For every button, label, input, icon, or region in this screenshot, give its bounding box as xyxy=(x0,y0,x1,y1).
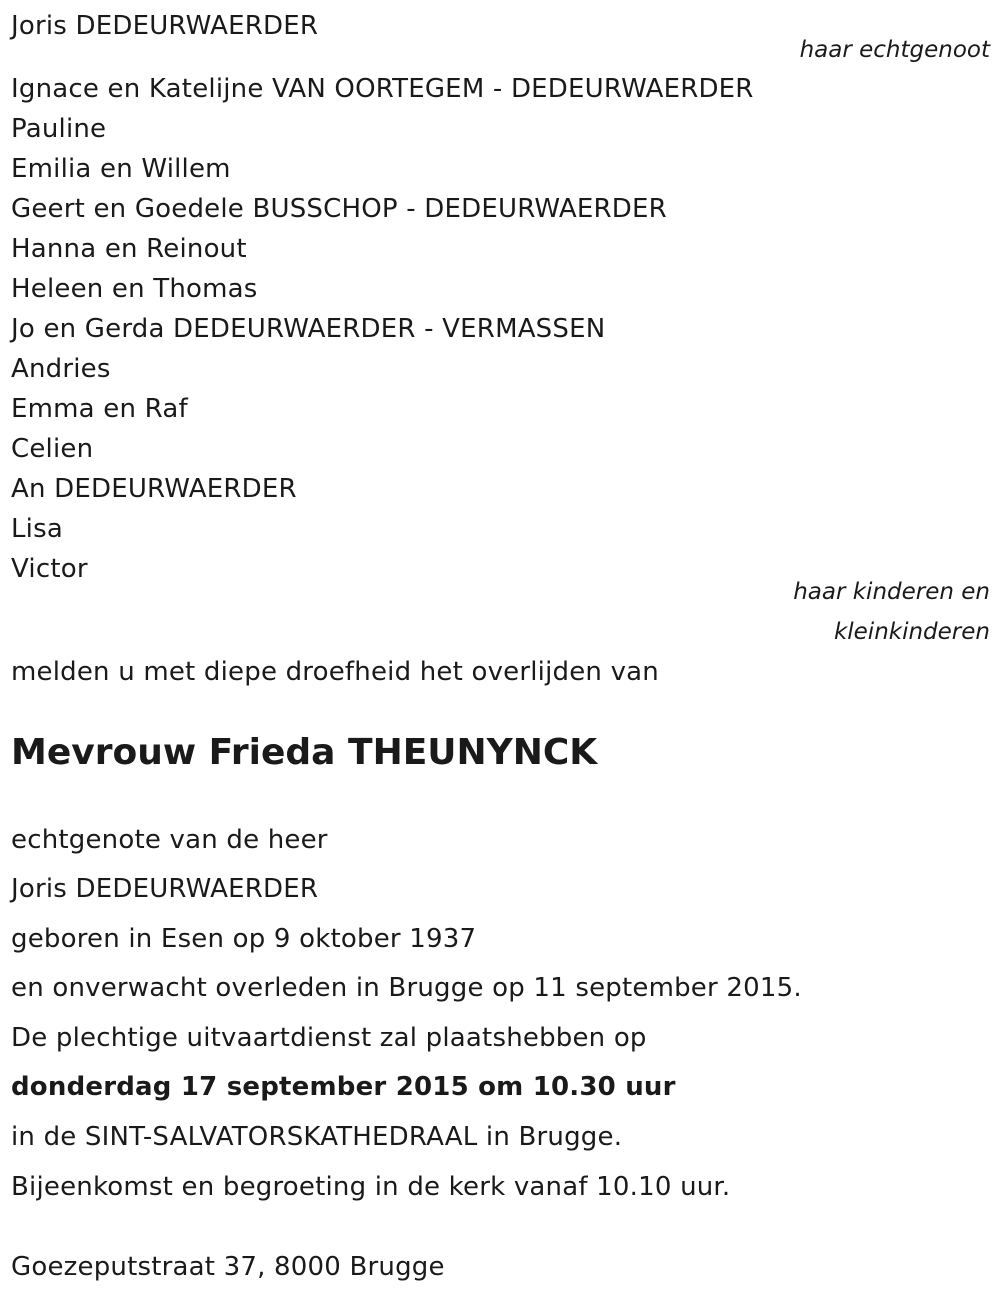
announcement-text: melden u met diepe droefheid het overlijden van xyxy=(11,657,659,687)
family-member: Ignace en Katelijne VAN OORTEGEM - DEDEURWAERDER xyxy=(11,74,754,104)
spouse-name: Joris DEDEURWAERDER xyxy=(11,11,319,41)
family-member: Lisa xyxy=(11,514,63,544)
family-member: Geert en Goedele BUSSCHOP - DEDEURWAERDER xyxy=(11,194,667,224)
gathering-info: Bijeenkomst en begroeting in de kerk vanaf 10.10 uur. xyxy=(11,1172,731,1202)
family-member: Heleen en Thomas xyxy=(11,274,258,304)
children-relation-line-2: kleinkinderen xyxy=(833,619,990,645)
family-member: Hanna en Reinout xyxy=(11,234,247,264)
detail-line: De plechtige uitvaartdienst zal plaatshebben op xyxy=(11,1023,647,1053)
family-member: Emilia en Willem xyxy=(11,154,231,184)
children-relation-line-1: haar kinderen en xyxy=(793,579,990,605)
funeral-date-time: donderdag 17 september 2015 om 10.30 uur xyxy=(11,1072,676,1102)
address: Goezeputstraat 37, 8000 Brugge xyxy=(11,1252,445,1282)
family-member: Emma en Raf xyxy=(11,394,188,424)
death-line: en onverwacht overleden in Brugge op 11 september 2015. xyxy=(11,973,802,1003)
funeral-location: in de SINT-SALVATORSKATHEDRAAL in Brugge. xyxy=(11,1122,623,1152)
family-member: Victor xyxy=(11,554,88,584)
family-member: An DEDEURWAERDER xyxy=(11,474,297,504)
family-member: Pauline xyxy=(11,114,107,144)
family-member: Celien xyxy=(11,434,94,464)
birth-line: geboren in Esen op 9 oktober 1937 xyxy=(11,924,477,954)
detail-line: echtgenote van de heer xyxy=(11,825,328,855)
family-member: Andries xyxy=(11,354,111,384)
deceased-name: Mevrouw Frieda THEUNYNCK xyxy=(11,732,598,773)
detail-line: Joris DEDEURWAERDER xyxy=(11,874,319,904)
spouse-relation: haar echtgenoot xyxy=(799,37,990,63)
family-member: Jo en Gerda DEDEURWAERDER - VERMASSEN xyxy=(11,314,606,344)
